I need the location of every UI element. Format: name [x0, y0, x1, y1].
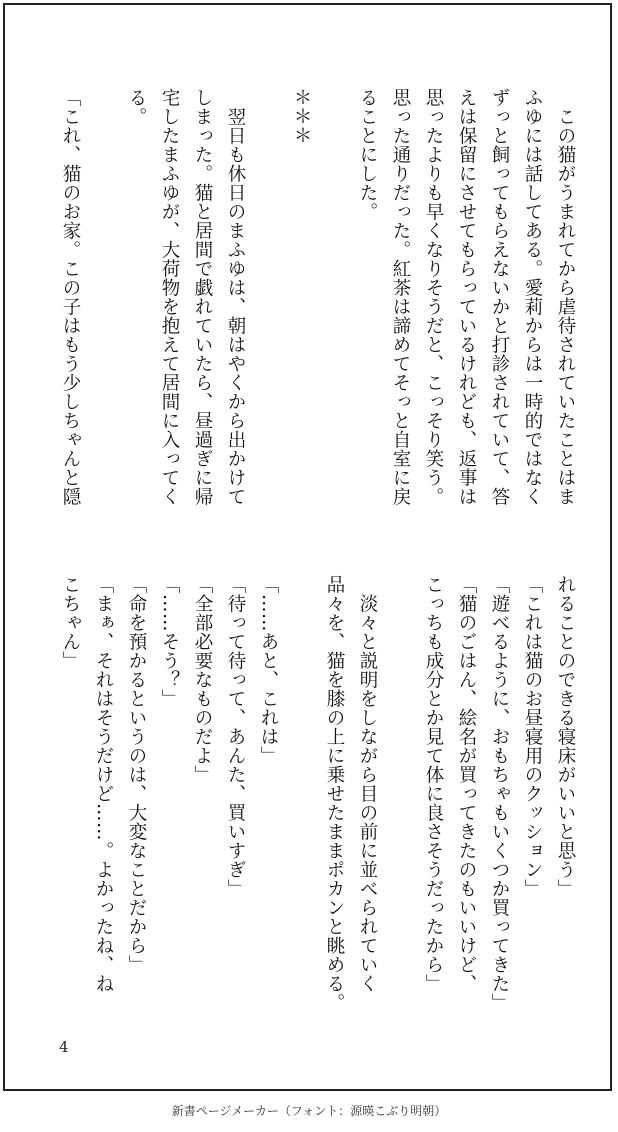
vertical-text-upper: この猫がうまれてから虐待されていたことはま ふゆには話してある。愛莉からは一時的ではなく ずっと飼ってもらえないかと打診されていて、答 えは保留にさせてもらっているけれども、返事は 思ったよりも早くなりそうだと、こっそり笑う。 思った通りだった。紅茶は諦めてそっと自室に戻 ることにした。 ＊＊＊ 翌日も休日のまふゆは、朝はやくから出かけて しまった。猫と居間で戯れていたら、昼過ぎに帰 宅したまふゆが、大荷物を抱えて居間に入ってく る。 「これ、猫のお家。この子はもう少しちゃんと隠: [60, 88, 576, 506]
page-frame: [3, 3, 612, 1091]
vertical-text-lower: れることのできる寝床がいいと思う」 「これは猫のお昼寝用のクッション」 「遊べるように、おもちゃもいくつか買ってきた」 「猫のごはん、絵名が買ってきたのもいいけど、 こっちも成分とか見て体に良さそうだったから」 淡々と説明をしながら目の前に並べられていく 品々を、猫を膝の上に乗せたままポカンと眺める。 「……あと、これは」 「待って待って、あんた、買いすぎ」 「全部必要なものだよ」 「……そう？」 「命を預かるというのは、大変なことだから」 「まぁ、それはそうだけど……。よかったね、ね こちゃん」: [60, 575, 576, 1012]
page-number: 4: [59, 1038, 69, 1056]
footer-caption: 新書ページメーカー（フォント：源暎こぶり明朝）: [171, 1104, 447, 1118]
